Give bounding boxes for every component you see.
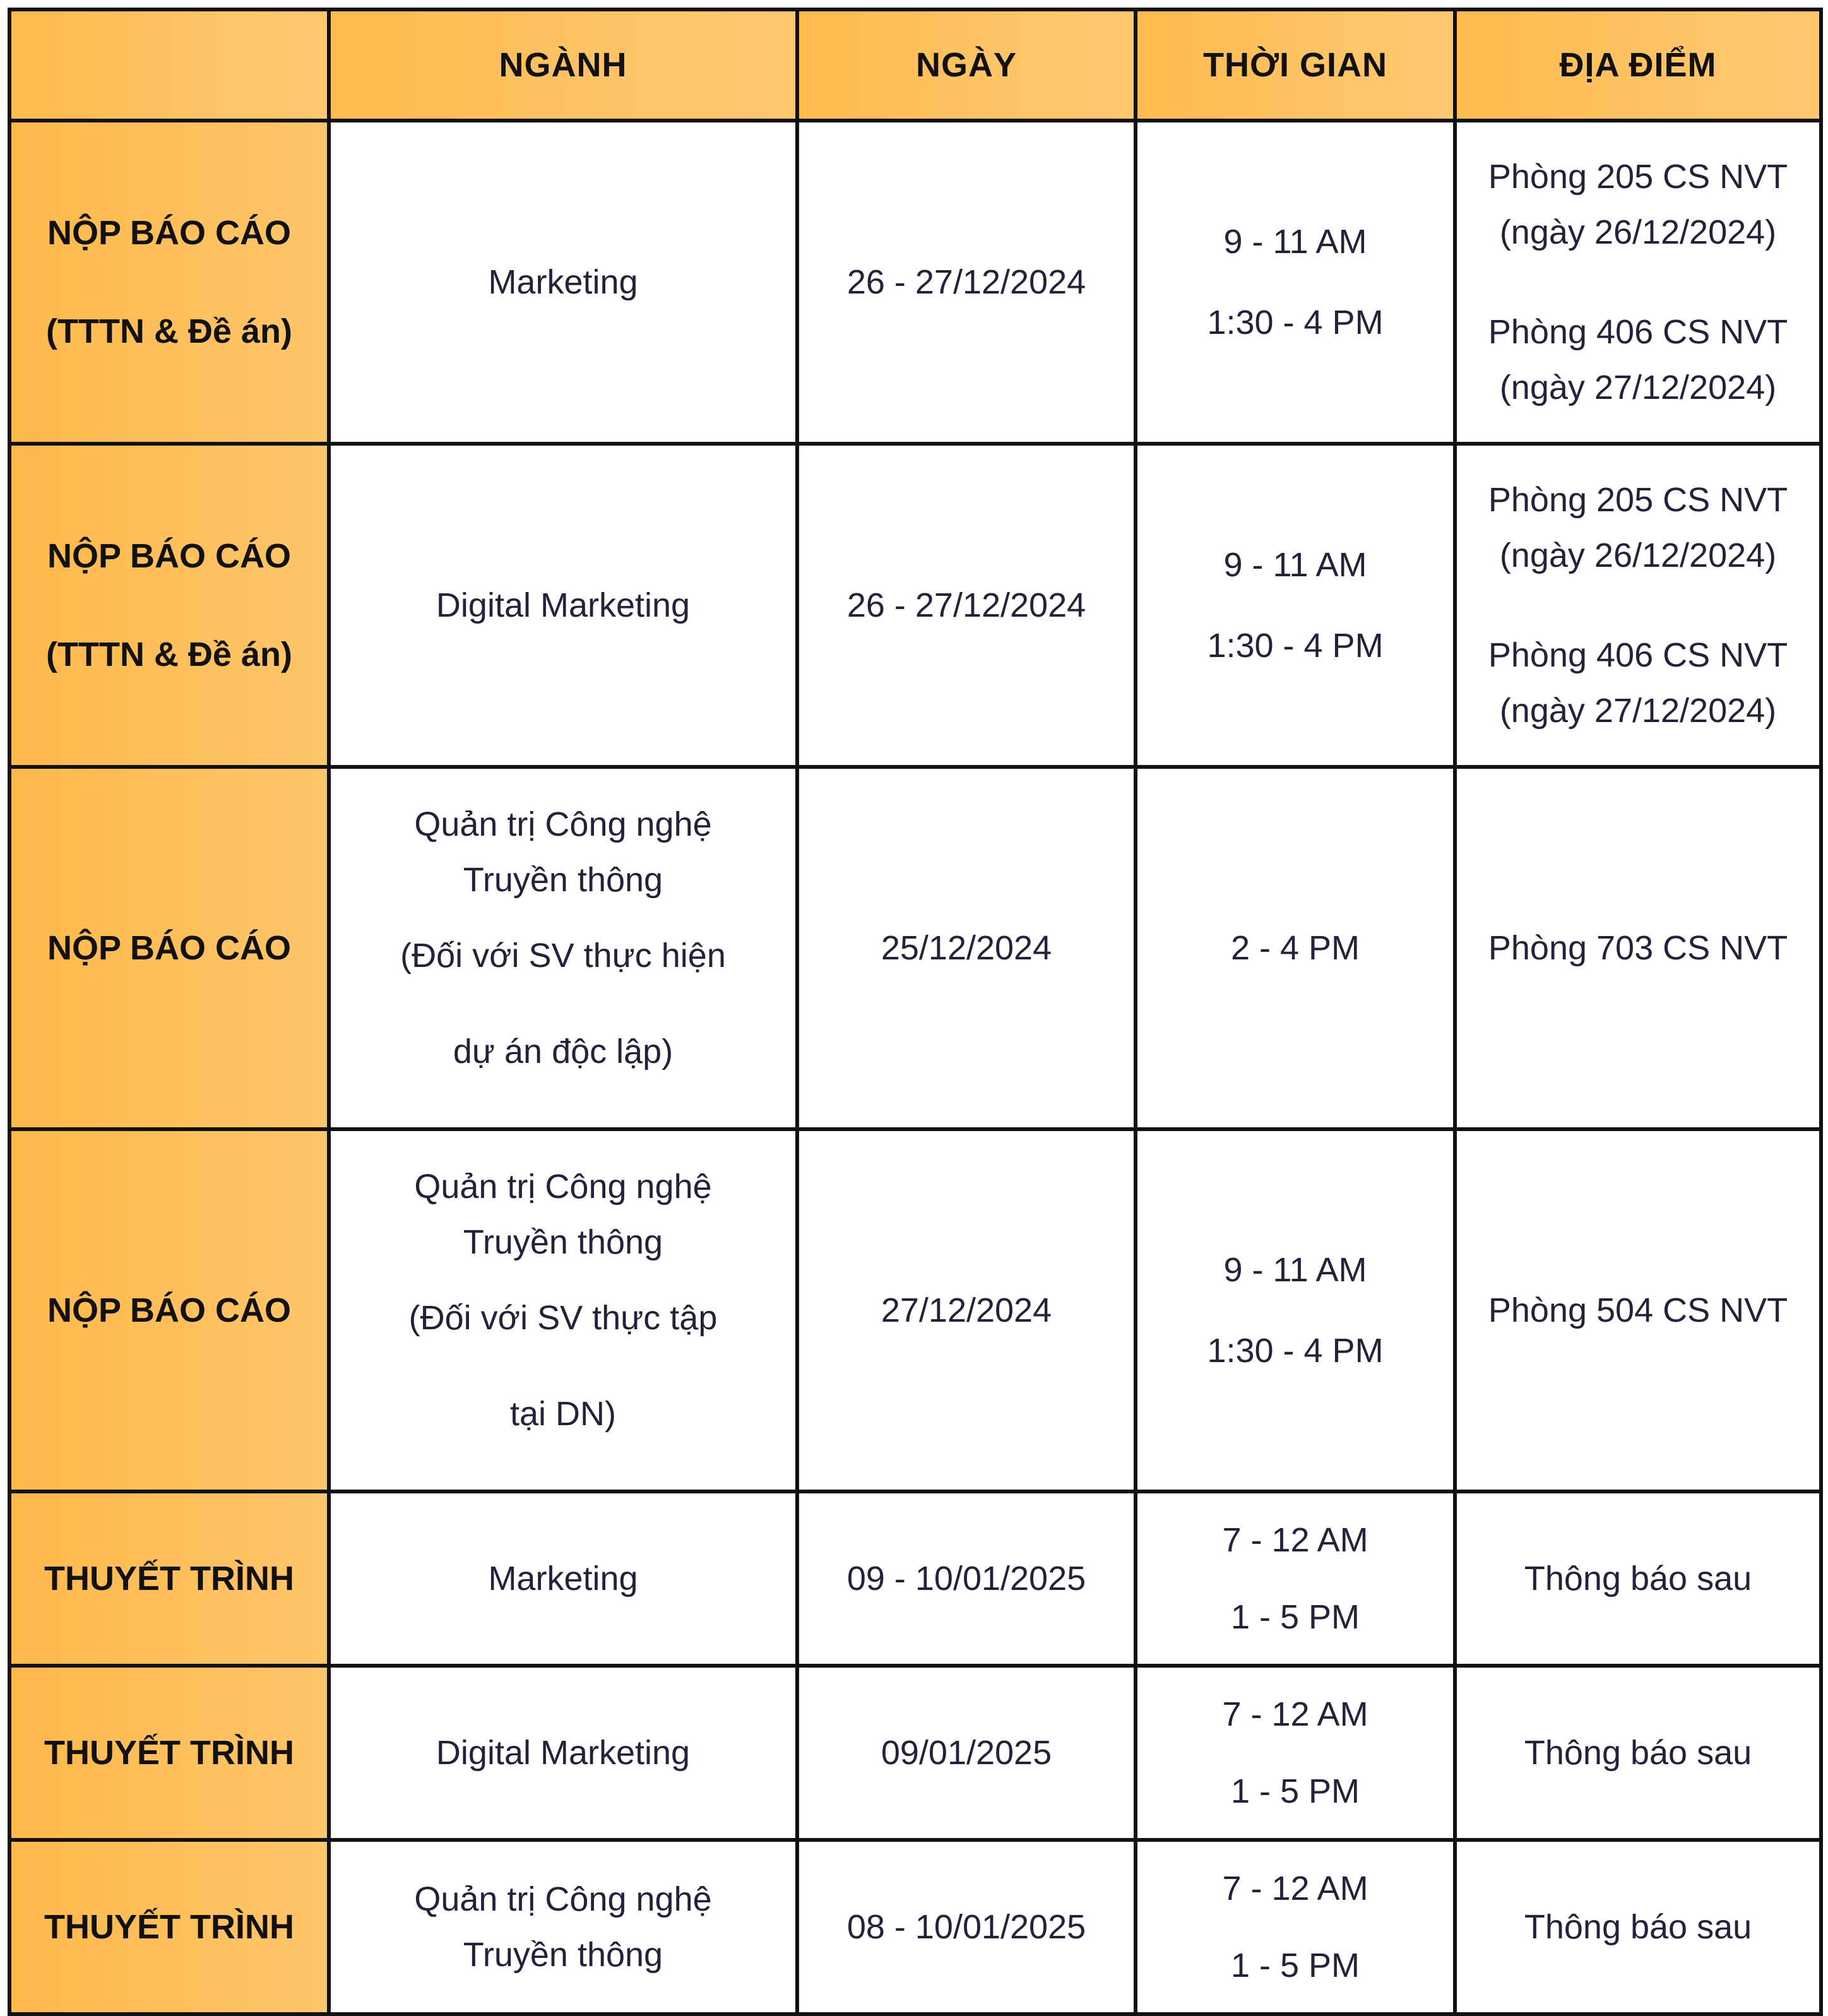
row-location-line: Phòng 205 CS NVT xyxy=(1488,158,1788,196)
row-type-line: (TTTN & Đề án) xyxy=(46,636,292,673)
row-date-line: 27/12/2024 xyxy=(881,1291,1052,1329)
row-major-line: Digital Marketing xyxy=(436,1734,691,1772)
table-row xyxy=(9,121,1821,444)
row-time-line: 2 - 4 PM xyxy=(1230,929,1360,967)
row-time-line: 9 - 11 AM xyxy=(1223,546,1367,584)
row-type-line: NỘP BÁO CÁO xyxy=(47,214,292,252)
row-type xyxy=(9,1666,329,1840)
row-major-line: Truyền thông xyxy=(463,1936,663,1974)
row-date-line: 25/12/2024 xyxy=(881,929,1052,967)
row-time-line: 1 - 5 PM xyxy=(1230,1772,1360,1810)
row-time xyxy=(1136,767,1455,1129)
location-block xyxy=(1469,304,1807,415)
row-location-line: Phòng 504 CS NVT xyxy=(1488,1291,1788,1329)
row-location-line: (ngày 26/12/2024) xyxy=(1499,213,1777,251)
row-type xyxy=(9,1129,329,1491)
row-date xyxy=(797,767,1136,1129)
row-time-line: 9 - 11 AM xyxy=(1223,223,1367,261)
row-type-line: NỘP BÁO CÁO xyxy=(47,537,292,575)
row-location-line: Thông báo sau xyxy=(1524,1908,1752,1946)
row-major xyxy=(329,1491,797,1666)
header-corner xyxy=(9,9,329,121)
row-time xyxy=(1136,1491,1455,1666)
location-block xyxy=(1469,149,1807,260)
row-location xyxy=(1455,1840,1821,2014)
row-time-line: 1:30 - 4 PM xyxy=(1207,304,1384,341)
schedule-table xyxy=(8,8,1823,2016)
location-block xyxy=(1469,472,1807,583)
row-type-line: THUYẾT TRÌNH xyxy=(44,1734,294,1772)
row-location xyxy=(1455,1491,1821,1666)
row-type-line: THUYẾT TRÌNH xyxy=(44,1908,294,1946)
row-location-line: (ngày 27/12/2024) xyxy=(1499,692,1777,730)
row-major-line: Marketing xyxy=(488,1560,638,1598)
row-major xyxy=(329,1666,797,1840)
row-type xyxy=(9,1840,329,2014)
row-time-line: 7 - 12 AM xyxy=(1222,1695,1368,1733)
row-date-line: 09/01/2025 xyxy=(881,1734,1052,1772)
table-row xyxy=(9,1491,1821,1666)
header-major: NGÀNH xyxy=(329,9,797,121)
row-major-line: Truyền thông xyxy=(463,861,663,899)
row-major-line: Digital Marketing xyxy=(436,586,691,624)
header-date: NGÀY xyxy=(797,9,1136,121)
row-type xyxy=(9,121,329,444)
row-location-line: Thông báo sau xyxy=(1524,1734,1752,1772)
header-row xyxy=(9,9,1821,121)
schedule-table-wrapper xyxy=(8,8,1819,2016)
row-date-line: 26 - 27/12/2024 xyxy=(846,263,1086,301)
row-time-line: 1:30 - 4 PM xyxy=(1207,1332,1384,1370)
row-time-line: 1:30 - 4 PM xyxy=(1207,627,1384,665)
row-type xyxy=(9,1491,329,1666)
row-location xyxy=(1455,121,1821,444)
row-time xyxy=(1136,1129,1455,1491)
row-type xyxy=(9,767,329,1129)
row-major-line: Quản trị Công nghệ xyxy=(414,1168,712,1206)
table-row xyxy=(9,767,1821,1129)
row-major-line: Truyền thông xyxy=(463,1223,663,1261)
row-major-line: Quản trị Công nghệ xyxy=(414,805,712,843)
row-time xyxy=(1136,444,1455,767)
row-major xyxy=(329,1129,797,1491)
row-date xyxy=(797,1840,1136,2014)
row-major-line: tại DN) xyxy=(509,1395,616,1433)
row-time xyxy=(1136,1666,1455,1840)
row-location-line: (ngày 27/12/2024) xyxy=(1499,369,1777,406)
row-time xyxy=(1136,1840,1455,2014)
row-location-line: (ngày 26/12/2024) xyxy=(1499,537,1777,574)
row-location xyxy=(1455,1129,1821,1491)
row-location xyxy=(1455,444,1821,767)
row-type-line: (TTTN & Đề án) xyxy=(46,312,292,350)
header-time: THỜI GIAN xyxy=(1136,9,1455,121)
row-date xyxy=(797,1666,1136,1840)
row-time-line: 7 - 12 AM xyxy=(1222,1521,1368,1559)
row-location xyxy=(1455,1666,1821,1840)
row-major xyxy=(329,121,797,444)
row-time-line: 1 - 5 PM xyxy=(1230,1947,1360,1984)
row-time-line: 1 - 5 PM xyxy=(1230,1598,1360,1636)
row-date xyxy=(797,444,1136,767)
row-type-line: THUYẾT TRÌNH xyxy=(44,1560,294,1598)
row-date-line: 26 - 27/12/2024 xyxy=(846,586,1086,624)
row-location-line: Phòng 703 CS NVT xyxy=(1488,929,1788,967)
row-major-line: (Đối với SV thực tập xyxy=(408,1299,718,1337)
header-location: ĐỊA ĐIỂM xyxy=(1455,9,1821,121)
row-location-line: Phòng 406 CS NVT xyxy=(1488,313,1788,351)
row-date-line: 09 - 10/01/2025 xyxy=(846,1560,1086,1598)
location-block xyxy=(1469,627,1807,738)
row-major xyxy=(329,444,797,767)
row-time-line: 9 - 11 AM xyxy=(1223,1251,1367,1289)
row-major xyxy=(329,1840,797,2014)
row-type xyxy=(9,444,329,767)
table-row xyxy=(9,444,1821,767)
row-major-line: Quản trị Công nghệ xyxy=(414,1880,712,1918)
row-location-line: Phòng 406 CS NVT xyxy=(1488,636,1788,674)
row-time xyxy=(1136,121,1455,444)
row-type-line: NỘP BÁO CÁO xyxy=(47,1291,292,1329)
row-major-line: (Đối với SV thực hiện xyxy=(400,937,726,975)
row-type-line: NỘP BÁO CÁO xyxy=(47,929,292,967)
row-date xyxy=(797,1491,1136,1666)
row-location-line: Thông báo sau xyxy=(1524,1560,1752,1598)
table-row xyxy=(9,1840,1821,2014)
row-location xyxy=(1455,767,1821,1129)
table-row xyxy=(9,1129,1821,1491)
row-major-line: dự án độc lập) xyxy=(453,1033,674,1070)
row-major-line: Marketing xyxy=(488,263,638,301)
row-major xyxy=(329,767,797,1129)
row-date xyxy=(797,121,1136,444)
row-time-line: 7 - 12 AM xyxy=(1222,1870,1368,1907)
table-row xyxy=(9,1666,1821,1840)
row-date xyxy=(797,1129,1136,1491)
row-location-line: Phòng 205 CS NVT xyxy=(1488,481,1788,519)
row-date-line: 08 - 10/01/2025 xyxy=(846,1908,1086,1946)
